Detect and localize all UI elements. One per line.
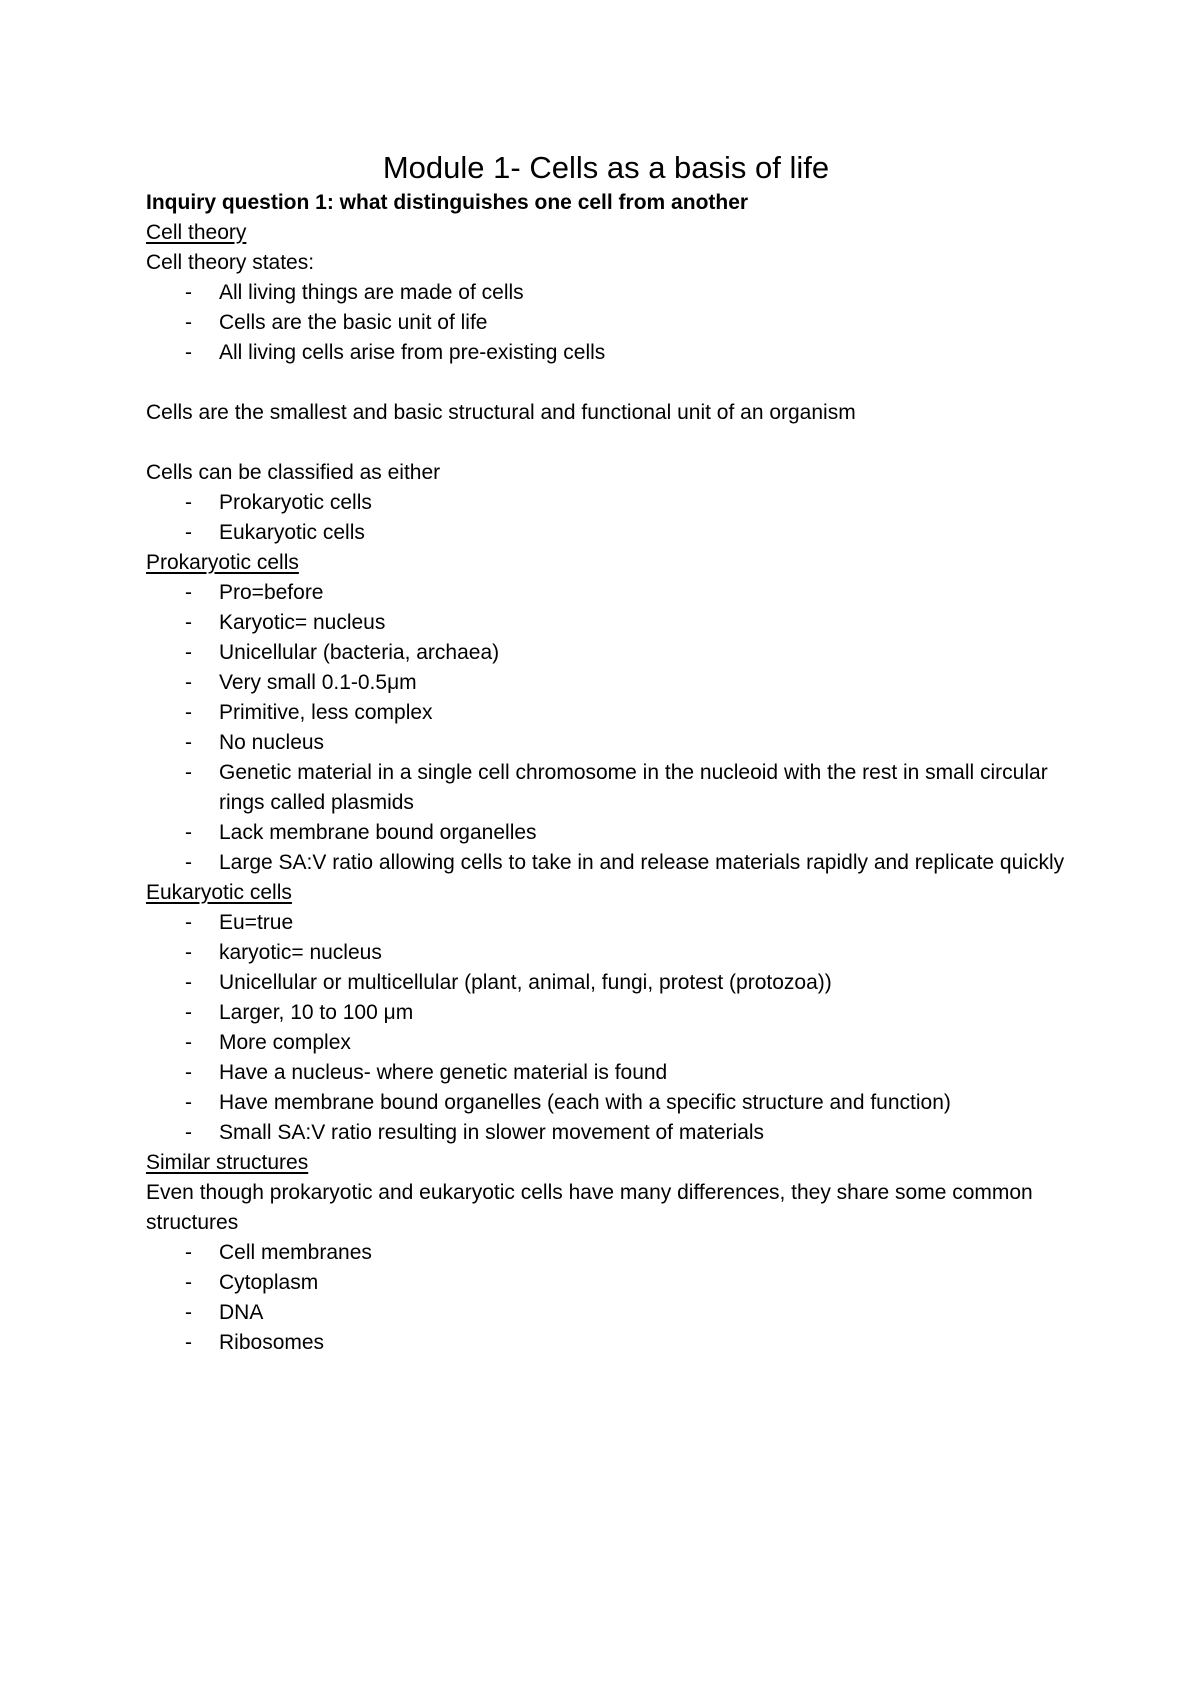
- dash-bullet: -: [185, 1271, 192, 1294]
- list-item: [146, 1088, 1066, 1118]
- cell-theory-list: [146, 278, 1066, 368]
- dash-bullet: -: [185, 1091, 192, 1114]
- dash-bullet: -: [185, 701, 192, 724]
- smallest-unit-statement: Cells are the smallest and basic structural and functional unit of an organism: [146, 401, 856, 424]
- inquiry-question: Inquiry question 1: what distinguishes one cell from another: [146, 191, 749, 214]
- prokaryotic-heading: Prokaryotic cells: [146, 551, 299, 574]
- similar-structures-intro: Even though prokaryotic and eukaryotic cells have many differences, they share some common structures: [146, 1181, 1033, 1234]
- list-item: [146, 338, 1066, 368]
- page-title: Module 1- Cells as a basis of life: [382, 150, 830, 185]
- list-item-text: DNA: [219, 1301, 264, 1324]
- dash-bullet: -: [185, 1001, 192, 1024]
- blank-line: [146, 428, 1066, 458]
- dash-bullet: -: [185, 761, 192, 784]
- list-item-text: All living things are made of cells: [219, 281, 524, 304]
- dash-bullet: -: [185, 1301, 192, 1324]
- dash-bullet: -: [185, 341, 192, 364]
- list-item-text: Larger, 10 to 100 μm: [219, 1001, 414, 1024]
- dash-bullet: -: [185, 911, 192, 934]
- list-item-text: Unicellular or multicellular (plant, animal, fungi, protest (protozoa)): [219, 971, 832, 994]
- list-item: [146, 758, 1066, 818]
- dash-bullet: -: [185, 1121, 192, 1144]
- dash-bullet: -: [185, 581, 192, 604]
- document-body: [146, 148, 1066, 1358]
- classification-intro: Cells can be classified as either: [146, 461, 441, 484]
- list-item-text: Large SA:V ratio allowing cells to take in and release materials rapidly and replicate quickly: [219, 851, 1065, 874]
- dash-bullet: -: [185, 1241, 192, 1264]
- dash-bullet: -: [185, 971, 192, 994]
- list-item: [146, 608, 1066, 638]
- list-item: [146, 578, 1066, 608]
- dash-bullet: -: [185, 1331, 192, 1354]
- dash-bullet: -: [185, 521, 192, 544]
- list-item: [146, 668, 1066, 698]
- list-item-text: Karyotic= nucleus: [219, 611, 386, 634]
- list-item-text: Pro=before: [219, 581, 324, 604]
- eukaryotic-list: [146, 908, 1066, 1148]
- dash-bullet: -: [185, 731, 192, 754]
- list-item-text: Small SA:V ratio resulting in slower movement of materials: [219, 1121, 765, 1144]
- list-item-text: Genetic material in a single cell chromosome in the nucleoid with the rest in small circular rings called plasmids: [219, 761, 1048, 814]
- list-item-text: Unicellular (bacteria, archaea): [219, 641, 500, 664]
- list-item: [146, 488, 1066, 518]
- list-item-text: Very small 0.1-0.5μm: [219, 671, 417, 694]
- list-item: [146, 848, 1066, 878]
- eukaryotic-heading: Eukaryotic cells: [146, 881, 292, 904]
- list-item-text: Cells are the basic unit of life: [219, 311, 488, 334]
- classification-list: [146, 488, 1066, 548]
- list-item: [146, 998, 1066, 1028]
- list-item: [146, 728, 1066, 758]
- dash-bullet: -: [185, 311, 192, 334]
- list-item-text: Have membrane bound organelles (each with a specific structure and function): [219, 1091, 951, 1114]
- list-item: [146, 1328, 1066, 1358]
- list-item: [146, 1238, 1066, 1268]
- cell-theory-heading: Cell theory: [146, 221, 247, 244]
- similar-structures-list: [146, 1238, 1066, 1358]
- list-item-text: Cell membranes: [219, 1241, 372, 1264]
- list-item: [146, 908, 1066, 938]
- list-item-text: Eu=true: [219, 911, 294, 934]
- list-item: [146, 278, 1066, 308]
- dash-bullet: -: [185, 281, 192, 304]
- list-item: [146, 1268, 1066, 1298]
- dash-bullet: -: [185, 1061, 192, 1084]
- list-item-text: More complex: [219, 1031, 351, 1054]
- list-item: [146, 638, 1066, 668]
- list-item: [146, 1058, 1066, 1088]
- list-item: [146, 968, 1066, 998]
- list-item-text: Primitive, less complex: [219, 701, 433, 724]
- list-item: [146, 698, 1066, 728]
- dash-bullet: -: [185, 1031, 192, 1054]
- similar-structures-heading: Similar structures: [146, 1151, 309, 1174]
- list-item-text: Prokaryotic cells: [219, 491, 372, 514]
- list-item-text: All living cells arise from pre-existing cells: [219, 341, 606, 364]
- list-item: [146, 1028, 1066, 1058]
- list-item-text: Have a nucleus- where genetic material is found: [219, 1061, 668, 1084]
- dash-bullet: -: [185, 671, 192, 694]
- list-item: [146, 1298, 1066, 1328]
- list-item: [146, 1118, 1066, 1148]
- list-item-text: karyotic= nucleus: [219, 941, 382, 964]
- list-item-text: Cytoplasm: [219, 1271, 319, 1294]
- prokaryotic-list: [146, 578, 1066, 878]
- dash-bullet: -: [185, 821, 192, 844]
- list-item: [146, 818, 1066, 848]
- dash-bullet: -: [185, 641, 192, 664]
- list-item-text: Lack membrane bound organelles: [219, 821, 537, 844]
- list-item-text: Ribosomes: [219, 1331, 325, 1354]
- list-item-text: Eukaryotic cells: [219, 521, 365, 544]
- list-item: [146, 308, 1066, 338]
- dash-bullet: -: [185, 611, 192, 634]
- dash-bullet: -: [185, 491, 192, 514]
- list-item: [146, 938, 1066, 968]
- blank-line: [146, 368, 1066, 398]
- list-item-text: No nucleus: [219, 731, 325, 754]
- cell-theory-intro: Cell theory states:: [146, 251, 315, 274]
- dash-bullet: -: [185, 941, 192, 964]
- dash-bullet: -: [185, 851, 192, 874]
- list-item: [146, 518, 1066, 548]
